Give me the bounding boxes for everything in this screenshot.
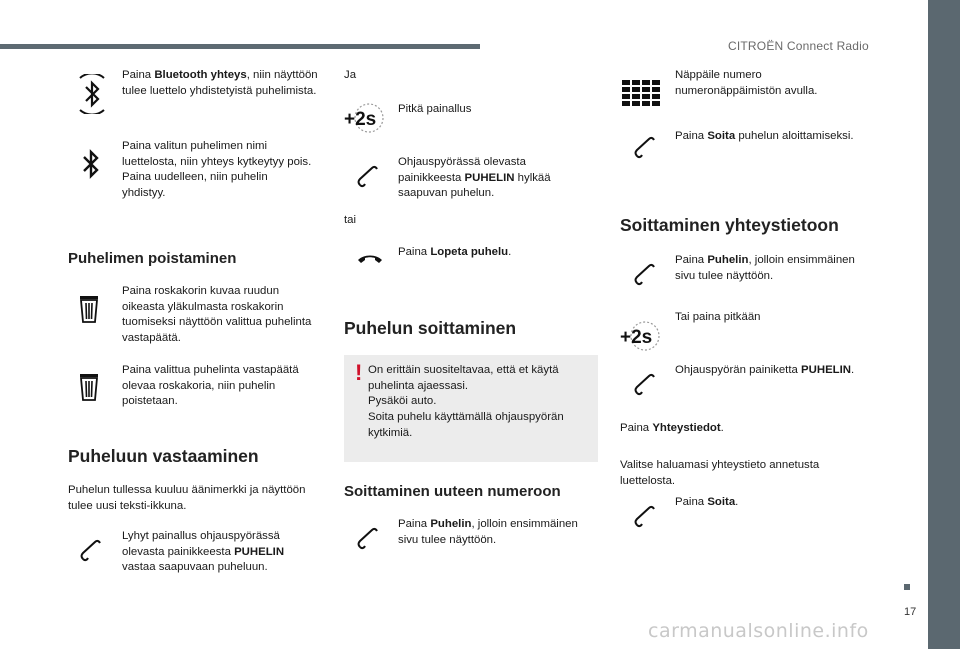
side-tab [928, 0, 960, 649]
heading-answer-call: Puheluun vastaaminen [68, 446, 259, 466]
item-end-call: Paina Lopeta puhelu. [398, 246, 512, 258]
heading-remove-phone: Puhelimen poistaminen [68, 250, 237, 267]
heading-make-call: Puhelun soittaminen [344, 318, 517, 338]
item-call-contact: Paina Soita. [675, 496, 739, 508]
long-press-2s-icon [343, 102, 385, 134]
watermark: carmanualsonline.info [648, 620, 869, 642]
answer-intro: Puhelun tullessa kuuluu äänimerkki ja näyttöön tulee uusi teksti-ikkuna. [68, 484, 306, 512]
item-disconnect: Paina valitun puhelimen nimi luettelosta, niin yhteys kytkeytyy pois. Paina uudelleen, niin puhelin yhdistyy. [122, 140, 312, 200]
item-steering-button: Ohjauspyörän painiketta PUHELIN. [675, 364, 855, 376]
text-tai: tai [344, 214, 357, 226]
item-answer: Lyhyt painallus ohjauspyörässä olevasta painikkeesta PUHELIN vastaa saapuvaan puheluun. [122, 530, 285, 574]
warning-icon: ! [355, 360, 363, 385]
item-trash-show: Paina roskakorin kuvaa ruudun oikeasta yläkulmasta roskakorin tuomiseksi näyttöön valittua puhelinta vastapäätä. [122, 285, 312, 345]
keypad-icon [622, 80, 662, 106]
text-contacts: Paina Yhteystiedot. [620, 422, 724, 434]
page-number: 17 [904, 606, 917, 618]
heading-call-contact: Soittaminen yhteystietoon [620, 215, 839, 235]
item-long-press: Pitkä painallus [398, 103, 472, 115]
warning-text: On erittäin suositeltavaa, että et käytä puhelinta ajaessasi. Pysäköi auto. Soita puhelu käyttämällä ohjauspyörän kytkimiä. [368, 364, 564, 439]
item-phone-new: Paina Puhelin, jolloin ensimmäinen sivu tulee näyttöön. [398, 518, 578, 546]
item-call: Paina Soita puhelun aloittamiseksi. [675, 130, 854, 142]
bluetooth-icon [80, 148, 102, 182]
page-header: CITROËN Connect Radio [728, 39, 869, 53]
phone-handset-icon [632, 372, 658, 398]
phone-handset-icon [632, 262, 658, 288]
phone-handset-icon [632, 504, 658, 530]
item-trash-delete: Paina valittua puhelinta vastapäätä olevaa roskakoria, niin puhelin poistetaan. [122, 364, 299, 408]
item-long-press-contact: Tai paina pitkään [675, 311, 761, 323]
trash-icon [78, 294, 100, 324]
header-rule [0, 44, 480, 49]
heading-new-number: Soittaminen uuteen numeroon [344, 483, 561, 500]
text-select-contact: Valitse haluamasi yhteystieto annetusta luettelosta. [620, 459, 820, 487]
item-bluetooth: Paina Bluetooth yhteys, niin näyttöön tulee luettelo yhdistetyistä puhelimista. [122, 69, 318, 97]
text-ja: Ja [344, 69, 357, 81]
svg-text:+2s: +2s [620, 327, 653, 348]
item-reject: Ohjauspyörässä olevasta painikkeesta PUHELIN hylkää saapuvan puhelun. [398, 156, 551, 200]
hang-up-icon [356, 250, 384, 266]
long-press-2s-icon [619, 320, 661, 352]
phone-handset-icon [632, 135, 658, 161]
phone-handset-icon [355, 526, 381, 552]
svg-text:+2s: +2s [344, 109, 377, 130]
continue-marker [904, 584, 910, 590]
item-phone-contact: Paina Puhelin, jolloin ensimmäinen sivu tulee näyttöön. [675, 254, 855, 282]
bluetooth-search-icon [74, 74, 110, 114]
item-keypad: Näppäile numero numeronäppäimistön avulla. [675, 69, 818, 97]
phone-handset-icon [355, 164, 381, 190]
phone-handset-icon [78, 538, 104, 564]
trash-icon [78, 372, 100, 402]
